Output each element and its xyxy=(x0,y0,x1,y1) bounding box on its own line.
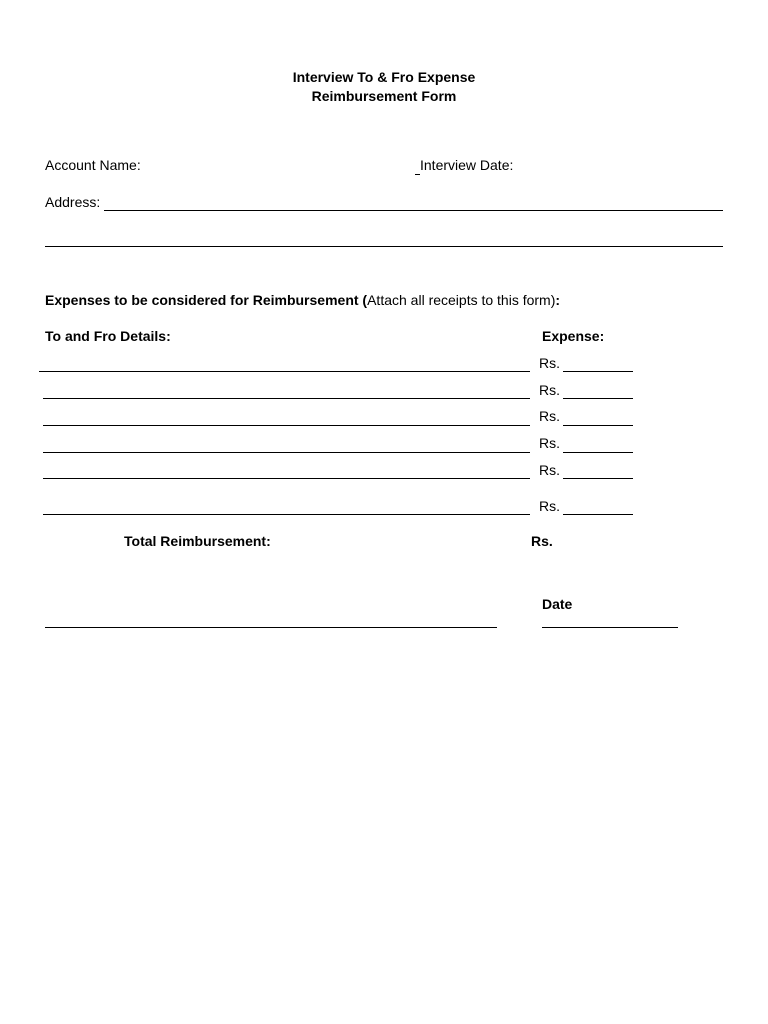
interview-date-underline xyxy=(415,174,420,175)
expenses-heading-colon: : xyxy=(555,292,561,308)
expense-currency-1: Rs. xyxy=(539,355,560,371)
details-header: To and Fro Details: xyxy=(45,328,171,344)
expense-currency-6: Rs. xyxy=(539,498,560,514)
detail-line-4[interactable] xyxy=(43,452,530,453)
detail-line-5[interactable] xyxy=(43,478,530,479)
total-reimbursement-label: Total Reimbursement: xyxy=(124,533,271,549)
expense-currency-3: Rs. xyxy=(539,408,560,424)
form-title-line1: Interview To & Fro Expense xyxy=(292,69,476,85)
address-line-1[interactable] xyxy=(104,210,723,211)
account-name-label: Account Name: xyxy=(45,157,141,173)
expense-amount-line-2[interactable] xyxy=(563,398,633,399)
expense-currency-4: Rs. xyxy=(539,435,560,451)
expense-currency-5: Rs. xyxy=(539,462,560,478)
detail-line-6[interactable] xyxy=(43,514,530,515)
date-label: Date xyxy=(542,596,573,612)
form-title-line2: Reimbursement Form xyxy=(311,88,457,104)
expense-amount-line-3[interactable] xyxy=(563,425,633,426)
total-currency-label: Rs. xyxy=(531,533,553,549)
expenses-heading xyxy=(45,292,560,308)
expense-amount-line-6[interactable] xyxy=(563,514,633,515)
address-line-2[interactable] xyxy=(45,246,723,247)
expense-amount-line-4[interactable] xyxy=(563,452,633,453)
expense-currency-2: Rs. xyxy=(539,382,560,398)
interview-date-label: Interview Date: xyxy=(420,157,514,173)
detail-line-3[interactable] xyxy=(43,425,530,426)
date-line[interactable] xyxy=(542,627,678,628)
detail-line-2[interactable] xyxy=(43,398,530,399)
detail-line-1[interactable] xyxy=(39,371,530,372)
expenses-heading-bold: Expenses to be considered for Reimbursement ( xyxy=(45,292,368,308)
expense-header: Expense: xyxy=(542,328,605,344)
expenses-heading-note: Attach all receipts to this form) xyxy=(367,292,556,308)
address-label: Address: xyxy=(45,194,101,210)
expense-amount-line-1[interactable] xyxy=(563,371,633,372)
signature-line[interactable] xyxy=(45,627,497,628)
expense-amount-line-5[interactable] xyxy=(563,478,633,479)
